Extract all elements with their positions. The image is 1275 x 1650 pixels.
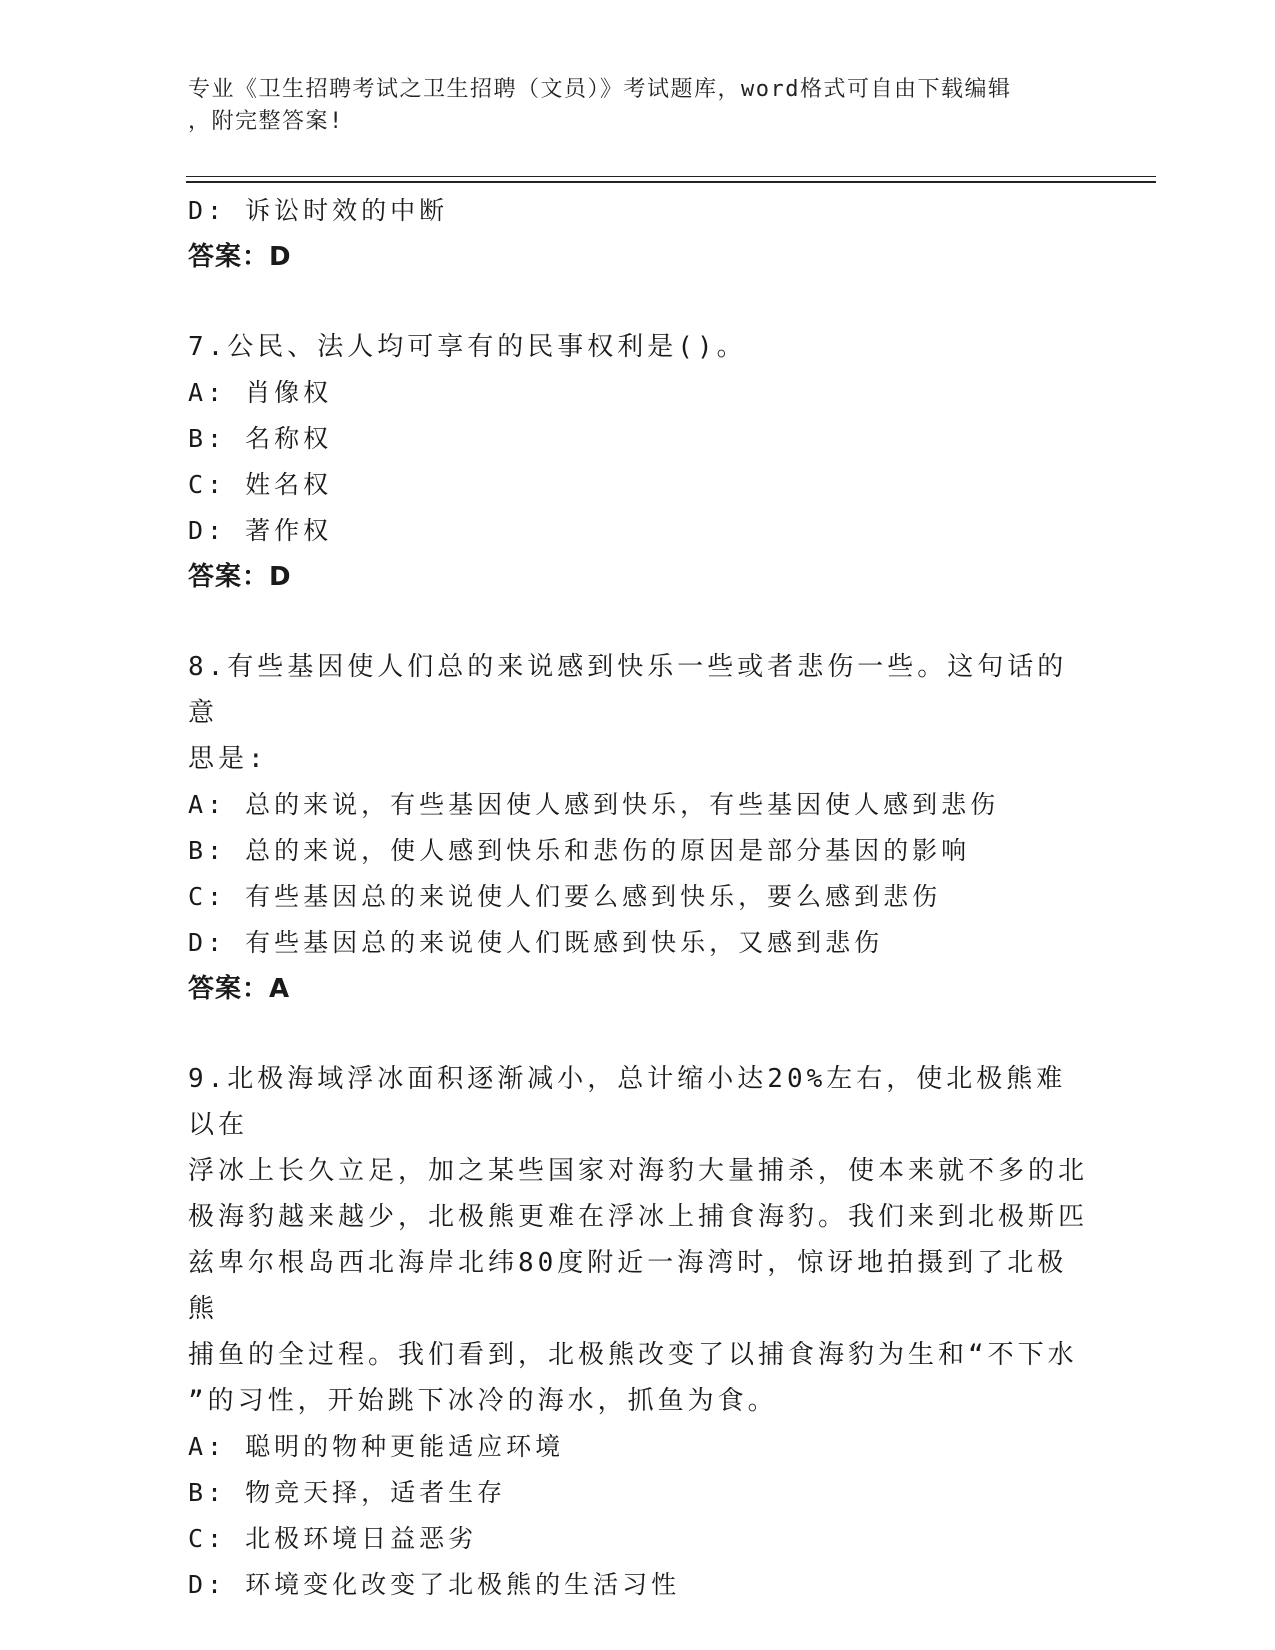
previous-question-tail [188,188,1088,280]
header-line-2: ，附完整答案! [188,109,344,134]
option-d: D: 环境变化改变了北极熊的生活习性 [188,1570,681,1599]
question-stem: 7.公民、法人均可享有的民事权利是()。 [188,332,747,362]
answer: 答案：D [188,242,292,272]
answer: 答案：D [188,562,292,592]
question-stem-line: 极海豹越来越少，北极熊更难在浮冰上捕食海豹。我们来到北极斯匹 [188,1202,1089,1232]
page-header [188,74,1088,138]
option-b: B: 总的来说，使人感到快乐和悲伤的原因是部分基因的影响 [188,836,971,865]
header-rule-thin [186,176,1156,177]
spacer [188,1012,1088,1056]
question-9 [188,1056,1088,1608]
option-a: A: 肖像权 [188,378,333,407]
option-c: C: 有些基因总的来说使人们要么感到快乐，要么感到悲伤 [188,882,942,911]
option-b: B: 物竞天择，适者生存 [188,1478,507,1507]
spacer [188,280,1088,324]
question-stem-line: 9.北极海域浮冰面积逐渐减小，总计缩小达20%左右，使北极熊难以在 [188,1064,1067,1140]
question-stem-line: 捕鱼的全过程。我们看到，北极熊改变了以捕食海豹为生和“不下水 [188,1340,1078,1370]
header-rule-thick [186,181,1156,183]
question-stem-line: 浮冰上长久立足，加之某些国家对海豹大量捕杀，使本来就不多的北 [188,1156,1089,1186]
option-a: A: 总的来说，有些基因使人感到快乐，有些基因使人感到悲伤 [188,790,1000,819]
question-stem-line: 兹卑尔根岛西北海岸北纬80度附近一海湾时，惊讶地拍摄到了北极熊 [188,1248,1068,1324]
option-d: D: 有些基因总的来说使人们既感到快乐，又感到悲伤 [188,928,884,957]
question-7 [188,324,1088,600]
option-d: D: 诉讼时效的中断 [188,196,449,225]
option-c: C: 北极环境日益恶劣 [188,1524,478,1553]
question-stem-line: 思是: [188,744,268,774]
header-line-1: 专业《卫生招聘考试之卫生招聘（文员）》考试题库，word格式可自由下载编辑 [188,77,1012,102]
page-content [188,188,1088,1608]
option-c: C: 姓名权 [188,470,333,499]
spacer [188,600,1088,644]
option-a: A: 聪明的物种更能适应环境 [188,1432,565,1461]
answer: 答案：A [188,974,291,1004]
question-stem-line: ”的习性，开始跳下冰冷的海水，抓鱼为食。 [188,1386,778,1416]
question-stem-line: 8.有些基因使人们总的来说感到快乐一些或者悲伤一些。这句话的意 [188,652,1068,728]
option-b: B: 名称权 [188,424,333,453]
option-d: D: 著作权 [188,516,333,545]
question-8 [188,644,1088,1012]
